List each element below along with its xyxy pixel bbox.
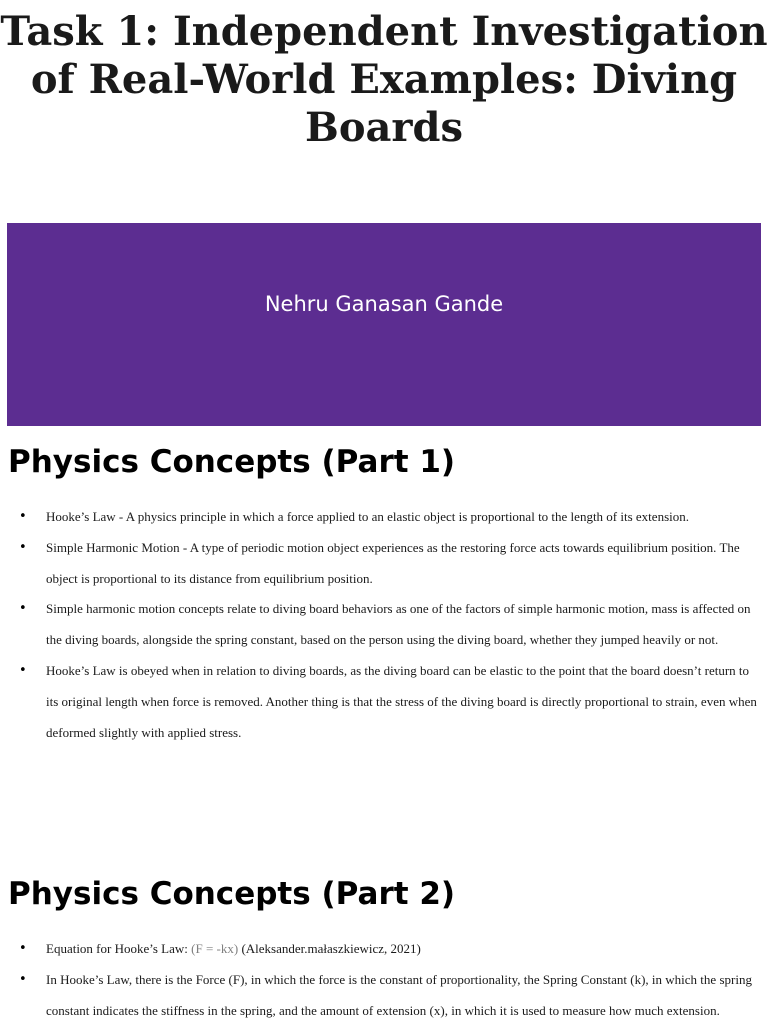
list-item-hookes-law-diving-board: • Hooke’s Law is obeyed when in relation to diving boards, as the diving board can be elastic to the point that the board doesn’t return to its original length when force is removed. Another thing is that the stress of the diving board is directly proportional to strain, even when deformed slightly with applied stress. bbox=[0, 656, 768, 748]
section-heading-part-2: Physics Concepts (Part 2) bbox=[8, 876, 456, 912]
part-1-bullet-list bbox=[0, 502, 768, 748]
author-name: Nehru Ganasan Gande bbox=[264, 291, 504, 316]
equation-formula: (F = -kx) bbox=[191, 941, 239, 956]
list-item-hookes-law-variables: • In Hooke’s Law, there is the Force (F), in which the force is the constant of proportionality, the Spring Constant (k), in which the spring constant indicates the stiffness in the spring, and the amount of extension (x), in which it is used to measure how much extension. bbox=[0, 965, 768, 1026]
part-2-bullet-list bbox=[0, 934, 768, 1026]
page-title: Task 1: Independent Investigation of Real-World Examples: Diving Boards bbox=[0, 8, 768, 151]
equation-label: Equation for Hooke’s Law: bbox=[46, 941, 192, 956]
list-item-hookes-law-equation bbox=[0, 934, 768, 965]
list-item-simple-harmonic-motion: • Simple Harmonic Motion - A type of periodic motion object experiences as the restoring force acts towards equilibrium position. The object is proportional to its distance from equilibrium position. bbox=[0, 533, 768, 595]
section-heading-part-1: Physics Concepts (Part 1) bbox=[8, 444, 456, 480]
equation-citation: (Aleksander.małaszkiewicz, 2021) bbox=[238, 941, 421, 956]
author-banner bbox=[7, 223, 761, 426]
list-item-hookes-law: • Hooke’s Law - A physics principle in which a force applied to an elastic object is proportional to the length of its extension. bbox=[0, 502, 768, 533]
list-item-shm-diving-board: • Simple harmonic motion concepts relate to diving board behaviors as one of the factors of simple harmonic motion, mass is affected on the diving boards, alongside the spring constant, based on the person using the diving board, whether they jumped heavily or not. bbox=[0, 594, 768, 656]
